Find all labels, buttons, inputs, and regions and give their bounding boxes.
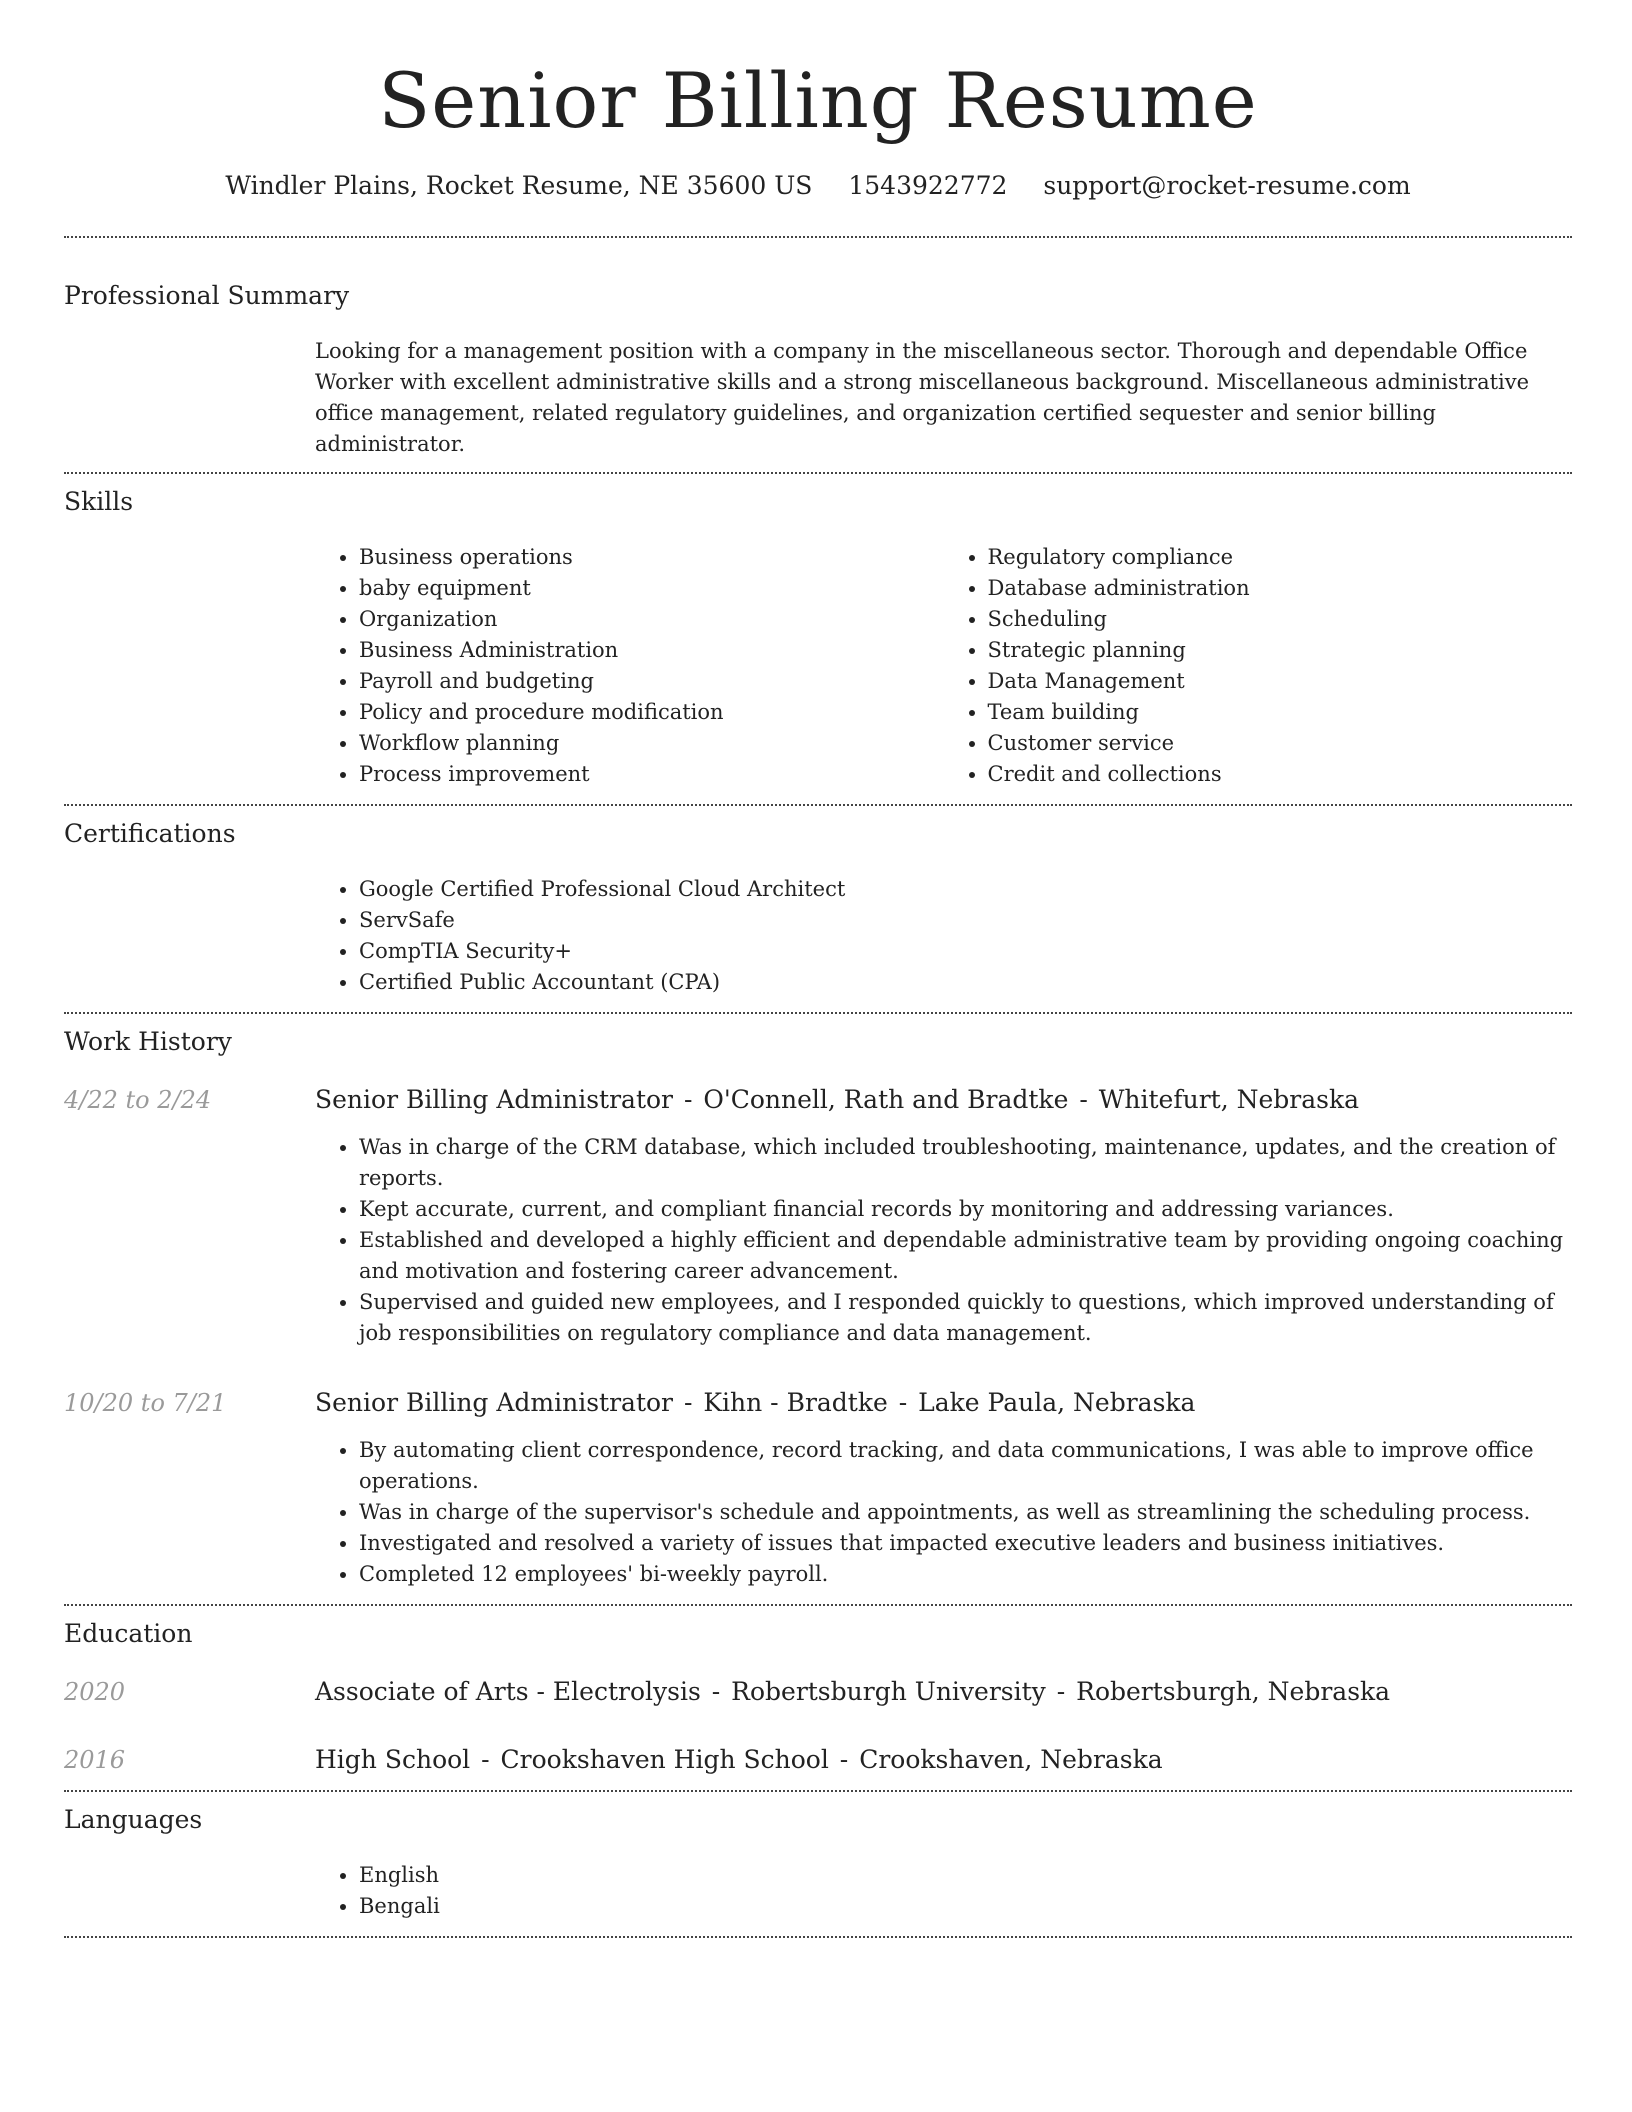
education-degree: High School: [315, 1745, 471, 1774]
job-bullet: • By automating client correspondence, record tracking, and data communications, I was able to improve office operations.: [359, 1435, 1572, 1497]
education-section: [64, 1606, 1572, 1790]
job-location: Whitefurt, Nebraska: [1098, 1085, 1360, 1114]
skill-item: • baby equipment: [359, 573, 944, 604]
section-title-summary: Professional Summary: [64, 281, 350, 310]
job-heading: Senior Billing Administrator - O'Connell, Rath and Bradtke - Whitefurt, Nebraska: [315, 1085, 1360, 1114]
skill-item: • Scheduling: [988, 604, 1573, 635]
summary-text: Looking for a management position with a company in the miscellaneous sector. Thorough and dependable Office Worker with excellent administrative skills and a strong miscellaneous background. Miscellaneous administrative office management, related regulatory guidelines, and organization certified sequester and senior billing administrator.: [315, 339, 1530, 456]
languages-content: [315, 1860, 1572, 1922]
job-location: Lake Paula, Nebraska: [918, 1388, 1196, 1417]
job-bullets: [315, 1435, 1572, 1590]
job-header: [64, 1387, 1572, 1419]
education-heading: High School - Crookshaven High School - Crookshaven, Nebraska: [315, 1745, 1163, 1774]
skill-item: • Policy and procedure modification: [359, 697, 944, 728]
job-bullet: • Investigated and resolved a variety of issues that impacted executive leaders and business initiatives.: [359, 1528, 1572, 1559]
language-item: • Bengali: [359, 1891, 1572, 1922]
skills-section: [64, 474, 1572, 804]
language-item: • English: [359, 1860, 1572, 1891]
section-title-education: Education: [64, 1619, 193, 1648]
contact-address: Windler Plains, Rocket Resume, NE 35600 US: [225, 171, 813, 200]
job-bullet-list: [315, 1435, 1572, 1590]
contact-line: [64, 170, 1572, 202]
certification-item: • ServSafe: [359, 905, 1572, 936]
section-title-certifications: Certifications: [64, 819, 236, 848]
skills-grid: [315, 542, 1572, 790]
certification-item: • CompTIA Security+: [359, 936, 1572, 967]
languages-section: [64, 1792, 1572, 1936]
job-bullet: • Supervised and guided new employees, and I responded quickly to questions, which improved understanding of job responsibilities on regulatory compliance and data management.: [359, 1287, 1572, 1349]
certifications-section: [64, 806, 1572, 1012]
skill-item: • Team building: [988, 697, 1573, 728]
job-bullet-list: [315, 1132, 1572, 1349]
skill-item: • Workflow planning: [359, 728, 944, 759]
certification-item: • Certified Public Accountant (CPA): [359, 967, 1572, 998]
skill-item: • Database administration: [988, 573, 1573, 604]
skill-item: • Regulatory compliance: [988, 542, 1573, 573]
contact-phone: 1543922772: [848, 171, 1008, 200]
job-dates: 10/20 to 7/21: [64, 1389, 227, 1417]
skill-item: • Customer service: [988, 728, 1573, 759]
languages-list: [315, 1860, 1572, 1922]
skill-item: • Business operations: [359, 542, 944, 573]
certifications-list: [315, 874, 1572, 998]
job-bullet: • Was in charge of the CRM database, which included troubleshooting, maintenance, updates, and the creation of reports.: [359, 1132, 1572, 1194]
education-location: Crookshaven, Nebraska: [859, 1745, 1163, 1774]
section-divider: [64, 1936, 1572, 1938]
education-entry: [64, 1676, 1572, 1708]
resume-page: [64, 0, 1572, 1938]
education-year: 2016: [64, 1746, 126, 1774]
education-heading: Associate of Arts - Electrolysis - Robertsburgh University - Robertsburgh, Nebraska: [315, 1677, 1391, 1706]
education-school: Robertsburgh University: [731, 1677, 1046, 1706]
education-degree: Associate of Arts - Electrolysis: [315, 1677, 701, 1706]
job-heading: Senior Billing Administrator - Kihn - Bradtke - Lake Paula, Nebraska: [315, 1388, 1196, 1417]
education-entry: [64, 1744, 1572, 1776]
skills-list-right: [944, 542, 1573, 790]
job-dates: 4/22 to 2/24: [64, 1086, 212, 1114]
skill-item: • Business Administration: [359, 635, 944, 666]
job-bullet: • Established and developed a highly efficient and dependable administrative team by providing ongoing coaching and motivation and fostering career advancement.: [359, 1225, 1572, 1287]
skill-item: • Payroll and budgeting: [359, 666, 944, 697]
job-bullet: • Was in charge of the supervisor's schedule and appointments, as well as streamlining the scheduling process.: [359, 1497, 1572, 1528]
summary-section: [64, 238, 1572, 472]
job-title: Senior Billing Administrator: [315, 1388, 674, 1417]
job-bullet: • Completed 12 employees' bi-weekly payroll.: [359, 1559, 1572, 1590]
skill-item: • Data Management: [988, 666, 1573, 697]
education-year: 2020: [64, 1678, 126, 1706]
skills-list-left: [315, 542, 944, 790]
section-title-work-history: Work History: [64, 1027, 232, 1056]
work-history-section: [64, 1014, 1572, 1604]
skill-item: • Strategic planning: [988, 635, 1573, 666]
job-company: Kihn - Bradtke: [703, 1388, 888, 1417]
skill-item: • Credit and collections: [988, 759, 1573, 790]
section-title-languages: Languages: [64, 1805, 203, 1834]
skill-item: • Process improvement: [359, 759, 944, 790]
skill-item: • Organization: [359, 604, 944, 635]
job-company: O'Connell, Rath and Bradtke: [703, 1085, 1069, 1114]
certifications-content: [315, 874, 1572, 998]
section-title-skills: Skills: [64, 487, 134, 516]
education-location: Robertsburgh, Nebraska: [1076, 1677, 1391, 1706]
job-header: [64, 1084, 1572, 1116]
job-bullets: [315, 1132, 1572, 1349]
contact-email: support@rocket-resume.com: [1043, 171, 1411, 200]
job-title: Senior Billing Administrator: [315, 1085, 674, 1114]
resume-name: Senior Billing Resume: [378, 56, 1258, 145]
education-school: Crookshaven High School: [500, 1745, 829, 1774]
job-bullet: • Kept accurate, current, and compliant financial records by monitoring and addressing variances.: [359, 1194, 1572, 1225]
certification-item: • Google Certified Professional Cloud Architect: [359, 874, 1572, 905]
